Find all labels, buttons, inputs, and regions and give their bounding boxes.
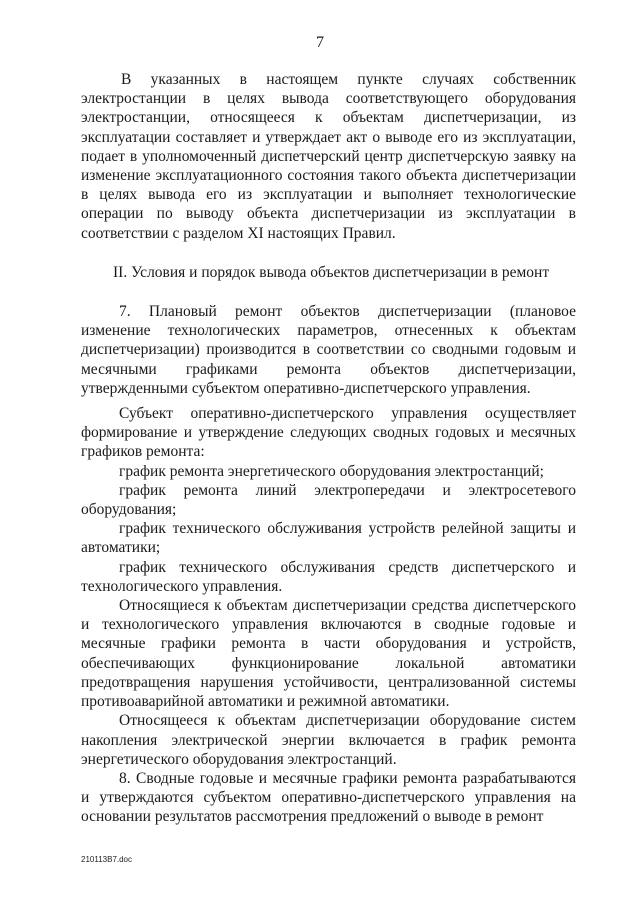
paragraph-intro: В указанных в настоящем пункте случаях собственник электростанции в целях вывода соответствующего оборудования электростанции, относящееся к объектам диспетчеризации, из эксплуатации составляет и утверждает акт о выводе его из эксплуатации, подает в уполномоченный диспетчерский центр диспетчерскую заявку на изменение эксплуатационного состояния такого объекта диспетчеризации в целях вывода его из эксплуатации и выполняет технологические операции по выводу объекта диспетчеризации из эксплуатации в соответствии с разделом XI настоящих Правил. — [81, 71, 576, 242]
document-body — [81, 70, 576, 827]
list-item: график технического обслуживания устройств релейной защиты и автоматики; — [81, 520, 576, 557]
paragraph-subject: Субъект оперативно-диспетчерского управления осуществляет формирование и утверждение следующих сводных годовых и месячных графиков ремонта: — [81, 405, 576, 461]
paragraph-related-means: Относящиеся к объектам диспетчеризации средства диспетчерского и технологического управления включаются в сводные годовые и месячные графики ремонта в части оборудования и устройств, обеспечивающих функционирование локальной автоматики предотвращения нарушения устойчивости, централизованной системы противоаварийной автоматики и режимной автоматики. — [81, 597, 576, 711]
paragraph-8: 8. Сводные годовые и месячные графики ремонта разрабатываются и утверждаются субъектом оперативно-диспетчерского управления на основании результатов рассмотрения предложений о выводе в ремонт — [81, 769, 576, 826]
list-item: график ремонта линий электропередачи и электросетевого оборудования; — [81, 481, 576, 519]
footer-filename: 210113B7.doc — [81, 855, 133, 864]
list-item: график технического обслуживания средств диспетчерского и технологического управления. — [81, 558, 576, 595]
paragraph-storage-equipment: Относящееся к объектам диспетчеризации оборудование систем накопления электрической энергии включается в график ремонта энергетического оборудования электростанций. — [81, 712, 576, 768]
list-item: график ремонта энергетического оборудования электростанций; — [119, 462, 544, 480]
page-number: 7 — [316, 34, 324, 51]
paragraph-7: 7. Плановый ремонт объектов диспетчеризации (плановое изменение технологических параметров, отнесенных к объектам диспетчеризации) производится в соответствии со сводными годовым и месячными графиками ремонта объектов диспетчеризации, утвержденными субъектом оперативно-диспетчерского управления. — [81, 303, 576, 397]
section-heading: II. Условия и порядок вывода объектов диспетчеризации в ремонт — [113, 263, 550, 281]
